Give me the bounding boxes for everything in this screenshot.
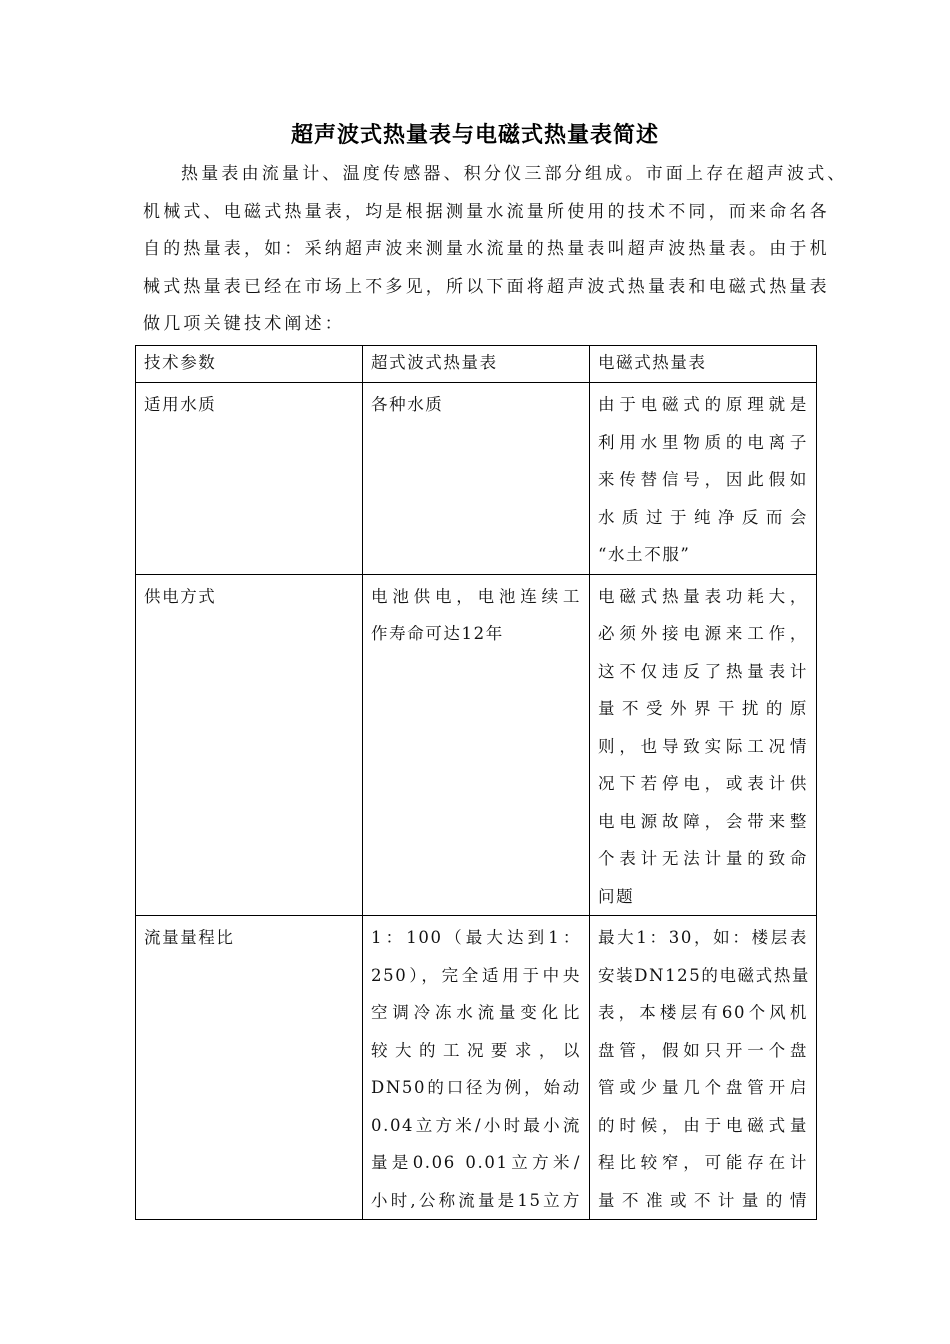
- cell-line: 这不仅违反了热量表计: [598, 661, 808, 681]
- cell-line: 最大1：30，如：楼层表: [598, 928, 808, 947]
- cell-line: 250），完全适用于中央: [371, 965, 581, 985]
- electromagnetic-cell: [590, 916, 817, 1220]
- param-cell: 适用水质: [136, 383, 363, 575]
- cell-line: 作寿命可达12年: [371, 624, 504, 643]
- cell-line: 电磁式热量表功耗大，: [598, 586, 808, 606]
- cell-line: 空调冷冻水流量变化比: [371, 1003, 581, 1022]
- comparison-table: [135, 345, 817, 1220]
- cell-line: 利用水里物质的电离子: [598, 432, 808, 452]
- intro-line: 热量表由流量计、温度传感器、积分仪三部分组成。市面上存在超声波式、: [181, 164, 848, 184]
- table-row: [136, 916, 817, 1220]
- table-header-row: [136, 346, 817, 383]
- cell-line: DN50的口径为例，始动: [371, 1078, 581, 1097]
- cell-line: 表，本楼层有60个风机: [598, 1003, 808, 1022]
- cell-line: 来传替信号，因此假如: [598, 470, 808, 489]
- document-title: 超声波式热量表与电磁式热量表简述: [290, 123, 659, 148]
- intro-line: 机械式、电磁式热量表，均是根据测量水流量所使用的技术不同，而来命名各: [143, 201, 830, 222]
- header-cell-param: 技术参数: [136, 346, 363, 383]
- intro-line: 做几项关键技术阐述：: [143, 314, 345, 334]
- intro-line: 自的热量表，如：采纳超声波来测量水流量的热量表叫超声波热量表。由于机: [143, 239, 830, 259]
- param-cell: 流量量程比: [136, 916, 363, 1220]
- cell-line: 个表计无法计量的致命: [598, 849, 808, 868]
- header-cell-ultrasonic: 超式波式热量表: [363, 346, 590, 383]
- cell-line: 安装DN125的电磁式热量: [598, 965, 810, 985]
- cell-line: 量不准或不计量的情: [598, 1190, 808, 1210]
- cell-line: 由于电磁式的原理就是: [598, 395, 808, 414]
- intro-paragraph: [143, 156, 848, 344]
- ultrasonic-cell: [363, 383, 590, 575]
- cell-line: 则，也导致实际工况情: [598, 736, 808, 756]
- cell-line: 水质过于纯净反而会: [598, 507, 808, 527]
- cell-line: “水土不服”: [598, 545, 691, 564]
- electromagnetic-cell: [590, 574, 817, 916]
- table-row: [136, 574, 817, 916]
- cell-line: 程比较窄，可能存在计: [598, 1153, 808, 1172]
- cell-line: 盘管，假如只开一个盘: [598, 1040, 808, 1060]
- cell-line: 0.04立方米/小时最小流: [371, 1115, 581, 1135]
- cell-line: 况下若停电，或表计供: [598, 774, 808, 793]
- cell-line: 小时,公称流量是15立方: [371, 1190, 581, 1210]
- ultrasonic-cell: [363, 574, 590, 916]
- header-cell-electromagnetic: 电磁式热量表: [590, 346, 817, 383]
- cell-line: 量不受外界干扰的原: [598, 699, 808, 718]
- table-row: [136, 383, 817, 575]
- cell-line: 各种水质: [371, 395, 444, 414]
- cell-line: 电电源故障，会带来整: [598, 811, 808, 831]
- cell-line: 电池供电，电池连续工: [371, 586, 581, 606]
- cell-line: 管或少量几个盘管开启: [598, 1078, 808, 1097]
- param-cell: 供电方式: [136, 574, 363, 916]
- ultrasonic-cell: [363, 916, 590, 1220]
- cell-line: 必须外接电源来工作，: [598, 624, 808, 643]
- cell-line: 的时候，由于电磁式量: [598, 1115, 808, 1135]
- cell-line: 1：100（最大达到1：: [371, 928, 581, 947]
- cell-line: 问题: [598, 886, 635, 906]
- intro-line: 械式热量表已经在市场上不多见，所以下面将超声波式热量表和电磁式热量表: [143, 276, 830, 297]
- electromagnetic-cell: [590, 383, 817, 575]
- cell-line: 较大的工况要求，以: [371, 1040, 581, 1060]
- cell-line: 量是0.06 0.01立方米/: [371, 1153, 581, 1172]
